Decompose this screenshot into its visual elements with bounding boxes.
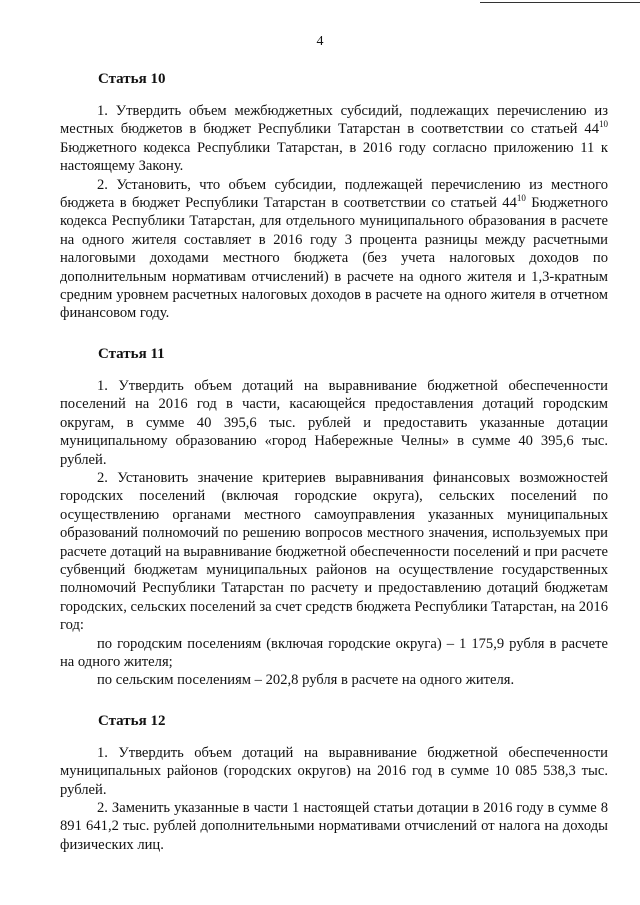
paragraph: 1. Утвердить объем дотаций на выравнивание бюджетной обеспеченности муниципальных районов (городских округов) на 2016 год в сумме 10 085 538,3 тыс. рублей. — [60, 744, 608, 798]
paragraph: 2. Установить значение критериев выравнивания финансовых возможностей городских поселений (включая городские округа), сельских поселений по осуществлению органами местного самоуправления указанных муниципальных образований полномочий по решению вопросов местного значения, используемых при расчете дотаций на выравнивание бюджетной обеспеченности поселений и при расчете субвенций бюджетам муниципальных районов на осуществление государственных полномочий Республики Татарстан по расчету и предоставлению дотаций бюджетам городских, сельских поселений за счет средств бюджета Республики Татарстан, на 2016 год: — [60, 469, 608, 634]
paragraph: 1. Утвердить объем дотаций на выравнивание бюджетной обеспеченности поселений на 2016 год в части, касающейся предоставления дотаций городским округам, в сумме 40 395,6 тыс. рублей и предоставить указанные дотации муниципальному образованию «город Набережные Челны» в сумме 40 395,6 тыс. рублей. — [60, 377, 608, 468]
paragraph: 2. Заменить указанные в части 1 настоящей статьи дотации в 2016 году в сумме 8 891 641,2 тыс. рублей дополнительными нормативами отчислений от налога на доходы физических лиц. — [60, 800, 608, 853]
article-heading: Статья 11 — [98, 345, 165, 362]
article-10 — [60, 70, 608, 323]
paragraph: 2. Установить, что объем субсидии, подлежащей перечислению из местного бюджета в бюджет Республики Татарстан в соответствии со статьей $44^{10}$ Бюджетного кодекса Республики Татарстан, для отдельного муниципального образования в расчете на одного жителя составляет в 2016 году 3 процента разницы между расчетными налоговыми доходами местного бюджета (без учета налоговых доходов по дополнительным нормативам отчислений) в расчете на одного жителя и 1,3-кратным средним уровнем расчетных налоговых доходов в расчете на одного жителя в отчетном финансовом году. — [60, 176, 608, 322]
paragraph: 1. Утвердить объем межбюджетных субсидий, подлежащих перечислению из местных бюджетов в бюджет Республики Татарстан в соответствии со статьей $44^{10}$ Бюджетного кодекса Республики Татарстан, в 2016 году согласно приложению 11 к настоящему Закону. — [60, 103, 608, 175]
top-rule — [480, 2, 640, 3]
document-body — [60, 70, 608, 854]
paragraph: по сельским поселениям – 202,8 рубля в расчете на одного жителя. — [97, 672, 515, 689]
article-heading: Статья 10 — [98, 71, 166, 87]
paragraph: по городским поселениям (включая городские округа) – 1 175,9 рубля в расчете на одного жителя; — [60, 635, 608, 670]
page-number: 4 — [316, 34, 324, 49]
article-heading: Статья 12 — [98, 712, 166, 729]
article-11 — [60, 345, 608, 690]
article-12 — [60, 712, 608, 854]
